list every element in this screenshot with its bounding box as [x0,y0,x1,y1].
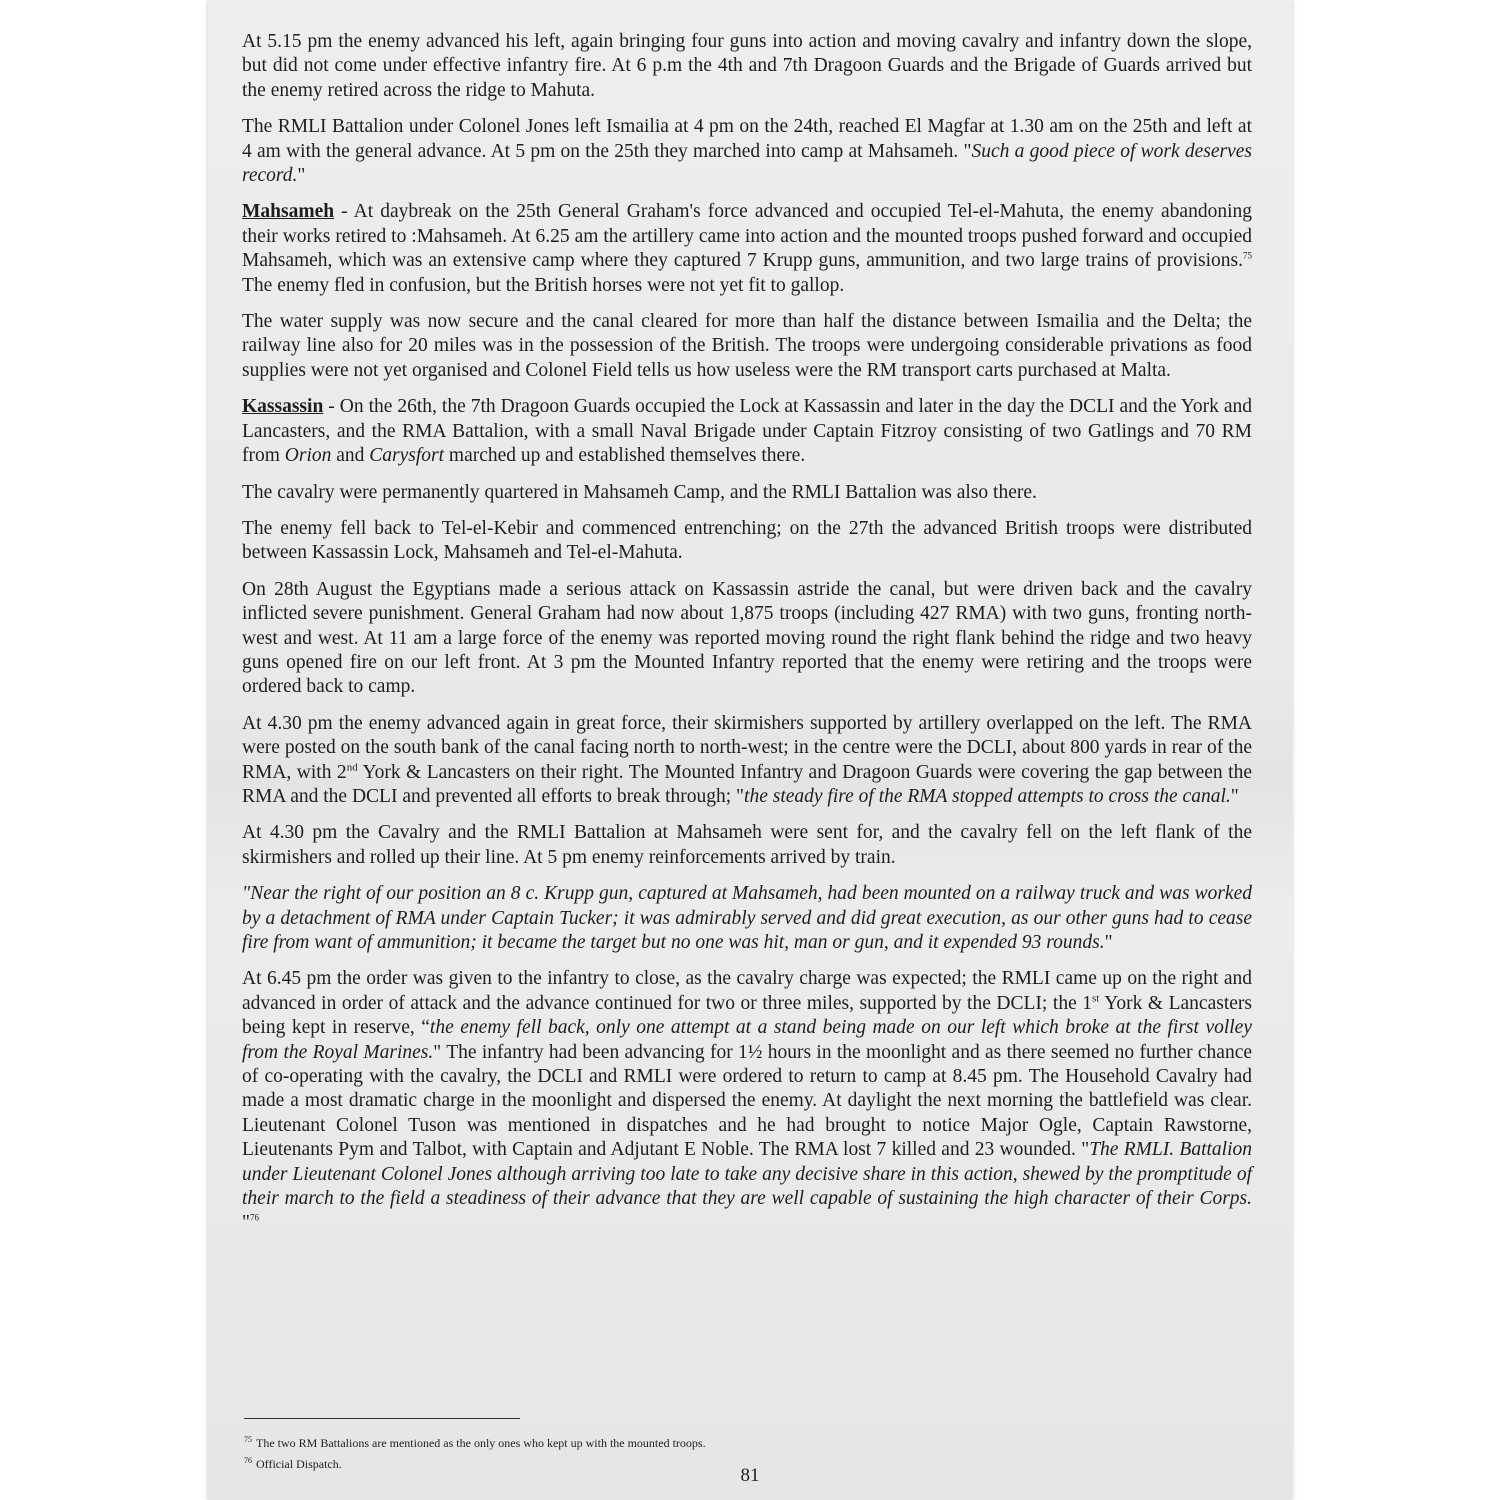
footnote-75 [244,1431,1244,1452]
italic-text: Orion [284,445,332,467]
text-run: " The infantry had been advancing for 1½ hours in the moonlight and as there seemed no further chance of co-operating with the cavalry, the DCLI and RMLI were ordered to return to camp at 8.45 pm. The Household Cavalry had made a most dramatic charge in the moonlight and dispersed the enemy. At daylight the next morning the battlefield was clear. Lieutenant Colonel Tuson was mentioned in dispatches and he had brought to notice Major Ogle, Captain Rawstorne, Lieutenants Pym and Talbot, with Captain and Adjutant E Noble. The RMA lost 7 killed and 23 wounded. " [242,1041,1253,1161]
paragraph [242,821,1252,870]
text-run: The water supply was now secure and the canal cleared for more than half the distance between Ismailia and the Delta; the railway line also for 20 miles was in the possession of the British. The troops were undergoing considerable privations as food supplies were not yet organised and Colonel Field tells us how useless were the RM transport carts purchased at Malta. [242,311,1252,381]
ordinal-suffix: st [1092,992,1100,1005]
italic-text: Carysfort [369,445,445,467]
text-run: The enemy fled in confusion, but the British horses were not yet fit to gallop. [242,274,845,296]
text-run: marched up and established themselves there. [444,445,806,467]
text-run: - On the 26th, the 7th Dragoon Guards occupied the Lock at Kassassin and later in the day the DCLI and the York and Lancasters, and the RMA Battalion, with a small Naval Brigade under Captain Fitzroy consisting of two Gatlings and 70 RM from [242,396,1252,467]
text-run: York & Lancasters on their right. The Mounted Infantry and Dragoon Guards were covering the gap between the RMA and the DCLI and prevented all efforts to break through; " [242,761,1252,807]
document-page [208,0,1292,1500]
section-heading: Mahsameh [242,201,335,223]
footnote-marker: 76 [244,1456,252,1465]
text-run: " [1104,932,1113,953]
text-run: On 28th August the Egyptians made a serious attack on Kassassin astride the canal, but were driven back and the cavalry inflicted severe punishment. General Graham had now about 1,875 troops (including 427 RMA) with two guns, fronting north-west and west. At 11 am a large force of the enemy was reported moving round the right flank behind the ridge and two heavy guns opened fire on our left front. At 3 pm the Mounted Infantry reported that the enemy were retiring and the troops were ordered back to camp. [242,578,1252,698]
paragraph [242,882,1252,955]
text-run: York & Lancasters being kept in reserve, “ [242,992,1252,1039]
paragraph [242,310,1252,383]
text-run: The RMLI Battalion under Colonel Jones left Ismailia at 4 pm on the 24th, reached El Magfar at 1.30 am on the 25th and left at 4 am with the general advance. At 5 pm on the 25th they marched into camp at Mahsameh. " [242,116,1252,162]
footnote-marker: 75 [244,1435,252,1444]
italic-text: the steady fire of the RMA stopped attempts to cross the canal. [744,785,1231,807]
text-run: The cavalry were permanently quartered in Mahsameh Camp, and the RMLI Battalion was also there. [242,481,1037,503]
text-run: At 4.30 pm the enemy advanced again in great force, their skirmishers supported by artillery overlapped on the left. The RMA were posted on the south bank of the canal facing north to north-west; in the centre were the DCLI, about 800 yards in rear of the RMA, with 2 [242,712,1252,783]
paragraph [242,481,1252,505]
paragraph [242,200,1252,298]
text-run: At 6.45 pm the order was given to the infantry to close, as the cavalry charge was expected; the RMLI came up on the right and advanced in order of attack and the advance continued for two or three miles, supported by the DCLI; the 1 [242,968,1252,1014]
section-heading: Kassassin [242,396,324,418]
italic-text: The RMLI. Battalion under Lieutenant Colonel Jones although arriving too late to take any decisive share in this action, shewed by the promptitude of their march to the field a steadiness of their advance that they are well capable of sustaining the high character of their Corps. [242,1139,1253,1210]
page-number: 81 [740,1465,760,1486]
paragraph [242,712,1252,810]
text-run: - At daybreak on the 25th General Graham's force advanced and occupied Tel-el-Mahuta, the enemy abandoning their works retired to :Mahsameh. At 6.25 am the artillery came into action and the mounted troops pushed forward and occupied Mahsameh, which was an extensive camp where they captured 7 Krupp guns, ammunition, and two large trains of provisions. [242,201,1252,272]
body-text [242,30,1252,1248]
text-run: The enemy fell back to Tel-el-Kebir and commenced entrenching; on the 27th the advanced British troops were distributed between Kassassin Lock, Mahsameh and Tel-el-Mahuta. [242,517,1252,564]
paragraph [242,517,1252,566]
paragraph [242,578,1252,700]
text-run: " [242,1212,250,1234]
footnote-reference: 76 [249,1212,259,1223]
paragraph [242,395,1252,468]
paragraph [242,30,1252,103]
text-run: " [1230,785,1239,807]
ordinal-suffix: nd [346,761,358,774]
footnote-text: Official Dispatch. [256,1457,342,1471]
paragraph [242,115,1252,188]
italic-text: Such a good piece of work deserves record. [242,140,1253,187]
footnote-text: The two RM Battalions are mentioned as the only ones who kept up with the mounted troops. [256,1436,706,1450]
footnote-reference: 75 [1243,250,1252,261]
text-run: At 4.30 pm the Cavalry and the RMLI Battalion at Mahsameh were sent for, and the cavalry fell on the left flank of the skirmishers and rolled up their line. At 5 pm enemy reinforcements arrived by train. [242,822,1252,868]
text-run: " [297,165,306,187]
footnote-divider [244,1418,520,1419]
paragraph [242,967,1252,1235]
text-run: At 5.15 pm the enemy advanced his left, again bringing four guns into action and moving cavalry and infantry down the slope, but did not come under effective infantry fire. At 6 p.m the 4th and 7th Dragoon Guards and the Brigade of Guards arrived but the enemy retired across the ridge to Mahuta. [242,31,1252,101]
italic-text: "Near the right of our position an 8 c. Krupp gun, captured at Mahsameh, had been mounted on a railway truck and was worked by a detachment of RMA under Captain Tucker; it was admirably served and did great execution, as our other guns had to cease fire from want of ammunition; it became the target but no one was hit, man or gun, and it expended 93 rounds. [242,883,1252,953]
text-run: and [331,445,370,467]
italic-text: the enemy fell back, only one attempt at a stand being made on our left which broke at the first volley from the Royal Marines. [242,1017,1252,1063]
